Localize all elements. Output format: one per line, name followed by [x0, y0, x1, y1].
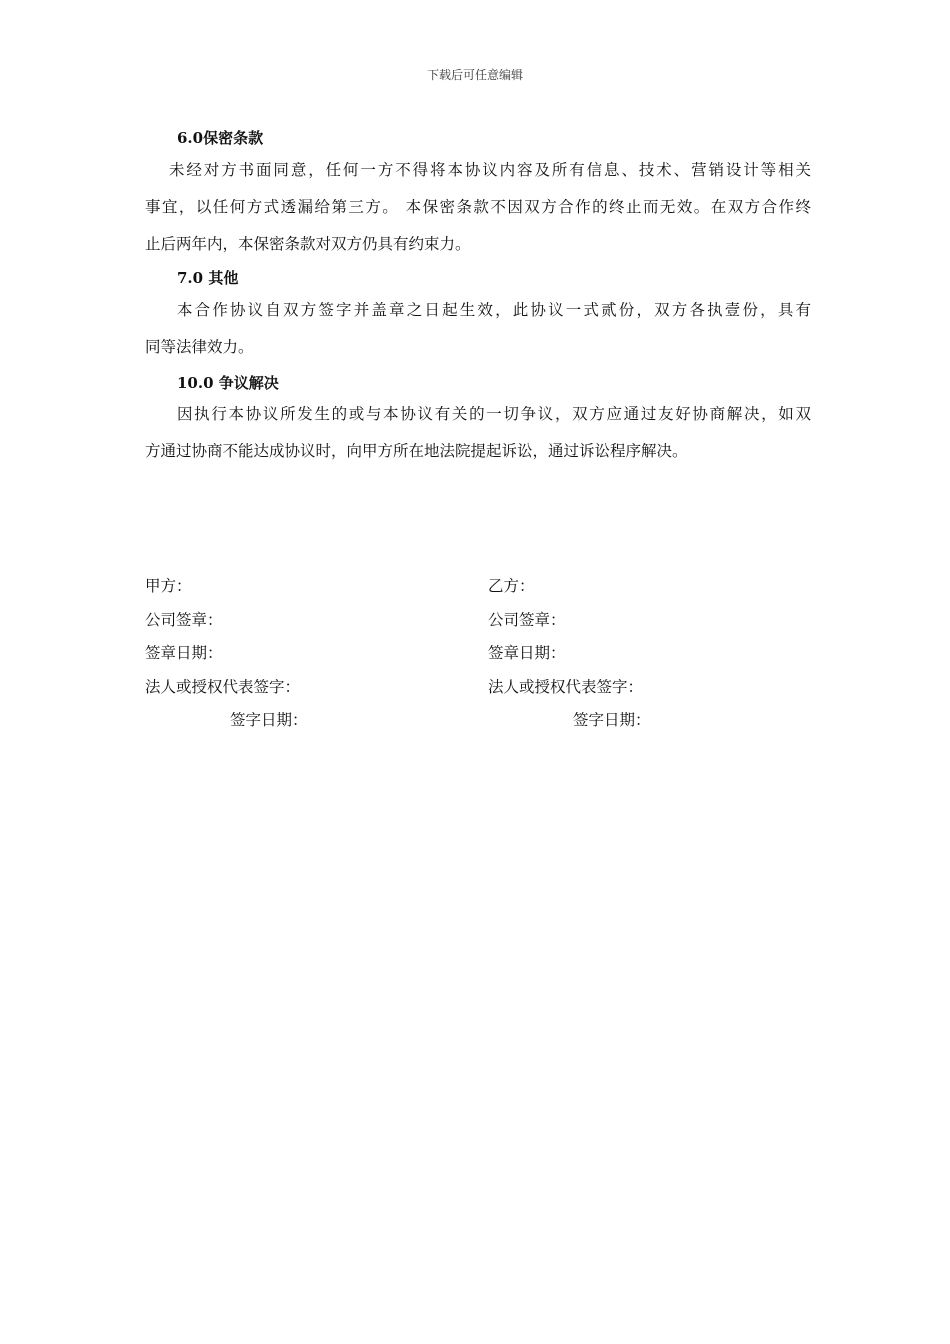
- party-a-name-label: 甲方：: [145, 577, 192, 595]
- page-header: 下载后可任意编辑: [426, 68, 523, 82]
- party-b-seal-label: 公司签章：: [488, 611, 566, 629]
- party-a-representative-label: 法人或授权代表签字：: [145, 678, 301, 696]
- paragraph-line: 事宜，以任何方式透漏给第三方。 本保密条款不因双方合作的终止而无效。在双方合作终: [145, 198, 811, 216]
- party-a-seal-label: 公司签章：: [145, 611, 223, 629]
- section-heading-dispute: 10.0 争议解决: [177, 374, 279, 392]
- paragraph-line: 同等法律效力。: [145, 338, 254, 356]
- party-a-sign-date-label: 签字日期：: [230, 711, 308, 729]
- section-body-confidentiality: [145, 152, 811, 263]
- section-heading-other: 7.0 其他: [177, 269, 239, 287]
- section-body-dispute: [145, 396, 811, 470]
- paragraph-line: 本合作协议自双方签字并盖章之日起生效，此协议一式贰份，双方各执壹份，具有: [177, 301, 811, 319]
- party-b-representative-label: 法人或授权代表签字：: [488, 678, 644, 696]
- party-b-seal-date-label: 签章日期：: [488, 644, 566, 662]
- paragraph-line: 方通过协商不能达成协议时，向甲方所在地法院提起诉讼，通过诉讼程序解决。: [145, 442, 688, 460]
- section-heading-confidentiality: 6.0保密条款: [177, 129, 264, 147]
- paragraph-line: 因执行本协议所发生的或与本协议有关的一切争议，双方应通过友好协商解决，如双: [177, 405, 811, 423]
- paragraph-line: 止后两年内，本保密条款对双方仍具有约束力。: [145, 235, 471, 253]
- paragraph-line: 未经对方书面同意，任何一方不得将本协议内容及所有信息、技术、营销设计等相关: [169, 161, 811, 179]
- party-a-seal-date-label: 签章日期：: [145, 644, 223, 662]
- section-body-other: [145, 292, 811, 366]
- party-b-name-label: 乙方：: [488, 577, 535, 595]
- party-b-sign-date-label: 签字日期：: [573, 711, 651, 729]
